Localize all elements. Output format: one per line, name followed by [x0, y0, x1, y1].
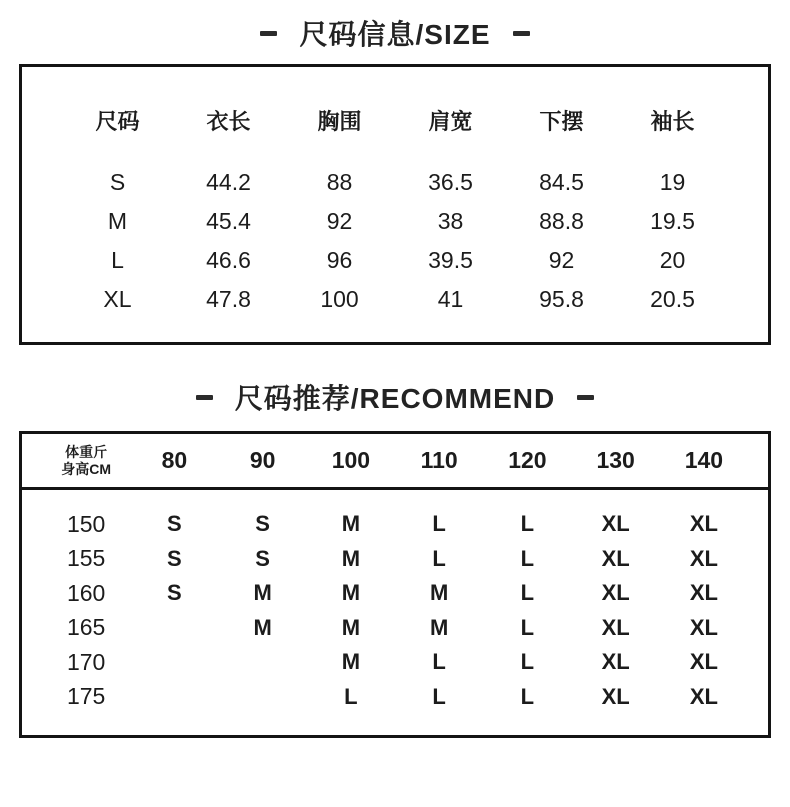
size-title-text: 尺码信息/SIZE: [299, 19, 491, 50]
table-cell: M: [429, 614, 449, 640]
size-section-title: [0, 13, 790, 53]
size-chart-page: [0, 13, 790, 738]
table-cell: 41: [437, 286, 464, 312]
table-cell: 36.5: [428, 169, 473, 195]
size-table-row-l: [62, 241, 728, 280]
table-cell: 100: [320, 286, 359, 312]
table-cell: M: [253, 580, 272, 606]
corner-height-label: 身高CM: [61, 460, 112, 477]
table-cell: 95.8: [539, 286, 584, 312]
table-cell: L: [520, 683, 535, 709]
height-label: 170: [66, 648, 106, 675]
table-cell: XL: [689, 614, 718, 640]
recommend-row-175: [42, 680, 748, 715]
table-cell: M: [341, 649, 361, 675]
table-cell: 38: [437, 208, 464, 234]
table-cell: 19: [659, 169, 686, 195]
table-cell: XL: [601, 614, 630, 640]
table-cell: L: [111, 247, 124, 273]
title-dash-right: [577, 395, 594, 400]
height-label: 165: [66, 614, 106, 641]
height-label: 160: [66, 579, 106, 606]
recommend-table-corner-cell: [42, 444, 130, 477]
table-cell: M: [341, 580, 361, 606]
table-cell: 45.4: [206, 208, 251, 234]
size-table-header-sleeve: 袖长: [650, 109, 695, 134]
weight-header-130: 130: [596, 447, 635, 473]
table-cell: 92: [326, 208, 353, 234]
table-cell: 84.5: [539, 169, 584, 195]
weight-header-80: 80: [161, 447, 188, 473]
table-cell: M: [341, 511, 361, 537]
table-cell: L: [520, 649, 535, 675]
table-cell: L: [432, 683, 446, 709]
table-cell: M: [341, 614, 361, 640]
recommend-table: [19, 431, 771, 738]
size-table: [19, 64, 771, 345]
size-table-body: [62, 163, 728, 319]
table-cell: L: [432, 545, 446, 571]
recommend-table-header-row: [22, 434, 768, 490]
table-cell: M: [341, 545, 361, 571]
table-cell: 20.5: [650, 286, 695, 312]
table-cell: XL: [601, 683, 630, 709]
table-cell: L: [432, 649, 446, 675]
table-cell: M: [429, 580, 449, 606]
table-cell: 39.5: [428, 247, 473, 273]
weight-header-90: 90: [249, 447, 276, 473]
table-cell: XL: [689, 580, 718, 606]
size-table-row-xl: [62, 280, 728, 319]
size-table-header-length: 衣长: [206, 109, 251, 134]
size-table-row-m: [62, 202, 728, 241]
recommend-row-160: [42, 576, 748, 611]
table-cell: L: [520, 545, 535, 571]
table-cell: M: [253, 614, 272, 640]
table-cell: XL: [601, 511, 630, 537]
height-label: 150: [66, 510, 106, 537]
table-cell: 46.6: [206, 247, 251, 273]
table-cell: XL: [689, 511, 718, 537]
title-dash-right: [513, 31, 530, 36]
table-cell: S: [255, 511, 270, 537]
table-cell: XL: [689, 683, 718, 709]
recommend-row-155: [42, 542, 748, 577]
size-table-header-bust: 胸围: [317, 109, 362, 134]
table-cell: 47.8: [206, 286, 251, 312]
corner-weight-label: 体重斤: [65, 443, 108, 460]
table-cell: M: [107, 208, 128, 234]
size-table-header-shoulder: 肩宽: [428, 109, 473, 134]
size-table-row-s: [62, 163, 728, 202]
height-label: 175: [66, 683, 106, 710]
size-table-header-size: 尺码: [95, 109, 140, 134]
table-cell: 44.2: [206, 169, 251, 195]
recommend-section-title: [0, 377, 790, 417]
table-cell: L: [520, 580, 535, 606]
table-cell: S: [167, 545, 182, 571]
weight-header-110: 110: [420, 447, 458, 473]
table-cell: 92: [548, 247, 575, 273]
height-label: 155: [66, 545, 106, 572]
table-cell: 88: [326, 169, 353, 195]
title-dash-left: [260, 31, 277, 36]
table-cell: L: [520, 511, 535, 537]
table-cell: XL: [601, 580, 630, 606]
table-cell: 19.5: [650, 208, 695, 234]
recommend-row-165: [42, 611, 748, 646]
weight-header-140: 140: [684, 447, 724, 473]
recommend-row-170: [42, 645, 748, 680]
table-cell: XL: [689, 649, 718, 675]
table-cell: 20: [659, 247, 686, 273]
table-cell: XL: [689, 545, 718, 571]
size-table-header-hem: 下摆: [539, 109, 584, 134]
title-dash-left: [196, 395, 213, 400]
weight-header-120: 120: [508, 447, 547, 473]
table-cell: L: [344, 683, 358, 709]
table-cell: XL: [103, 286, 132, 312]
table-cell: XL: [601, 649, 630, 675]
recommend-row-150: [42, 507, 748, 542]
table-cell: 96: [326, 247, 353, 273]
size-table-header-row: [62, 105, 728, 136]
table-cell: 88.8: [539, 208, 584, 234]
table-cell: S: [109, 169, 126, 195]
recommend-title-text: 尺码推荐/RECOMMEND: [234, 383, 556, 414]
recommend-table-body: [22, 490, 768, 714]
table-cell: S: [167, 511, 182, 537]
table-cell: S: [167, 580, 182, 606]
table-cell: L: [432, 511, 446, 537]
table-cell: L: [520, 614, 535, 640]
table-cell: S: [255, 545, 270, 571]
table-cell: XL: [601, 545, 630, 571]
weight-header-100: 100: [331, 447, 371, 473]
